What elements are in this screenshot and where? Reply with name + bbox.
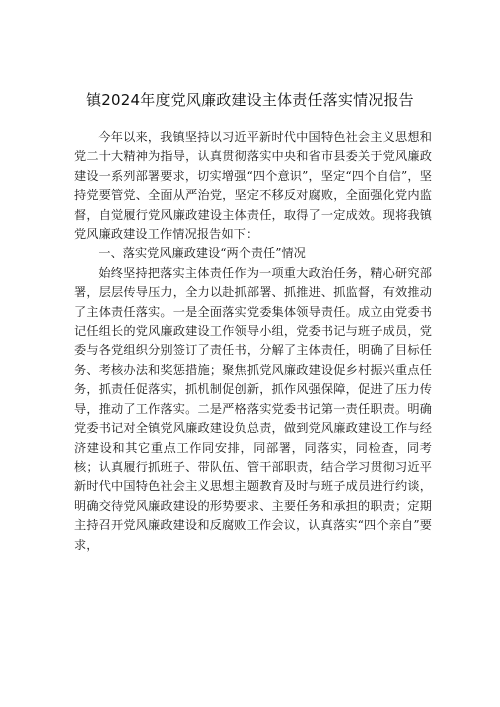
document-title: 镇2024年度党风廉政建设主体责任落实情况报告: [86, 91, 414, 109]
section-paragraph: 始终坚持把落实主体责任作为一项重大政治任务，精心研究部署，层层传导压力，全力以赴抓部署、抓推进、抓监督，有效推动了主体责任落实。一是全面落实党委集体领导责任。成立由党委书记任组长的党风廉政建设工作领导小组，党委书记与班子成员，党委与各党组织分别签订了责任书，分解了主体责任，明确了目标任务、考核办法和奖惩措施；聚焦抓党风廉政建设促乡村振兴重点任务，抓责任促落实，抓机制促创新，抓作风强保障，促进了压力传导，推动了工作落实。二是严格落实党委书记第一责任职责。明确党委书记对全镇党风廉政建设负总责，做到党风廉政建设工作与经济建设和其它重点工作同安排，同部署，同落实，同检查，同考核；认真履行抓班子、带队伍、管干部职责，结合学习贯彻习近平新时代中国特色社会主义思想主题教育及时与班子成员进行约谈，明确交待党风廉政建设的形势要求、主要任务和承担的职责；定期主持召开党风廉政建设和反腐败工作会议，认真落实“四个亲自”要求，: [74, 265, 432, 552]
document-body: [74, 128, 432, 555]
section-heading: 一、落实党风廉政建设“两个责任”情况: [98, 246, 306, 261]
intro-paragraph: 今年以来，我镇坚持以习近平新时代中国特色社会主义思想和党二十大精神为指导，认真贯彻落实中央和省市县委关于党风廉政建设一系列部署要求，切实增强“四个意识”，坚定“四个自信”，坚持党要管党、全面从严治党，坚定不移反对腐败，全面强化党内监督，自觉履行党风廉政建设主体责任，取得了一定成效。现将我镇党风廉政建设工作情况报告如下：: [74, 130, 432, 242]
